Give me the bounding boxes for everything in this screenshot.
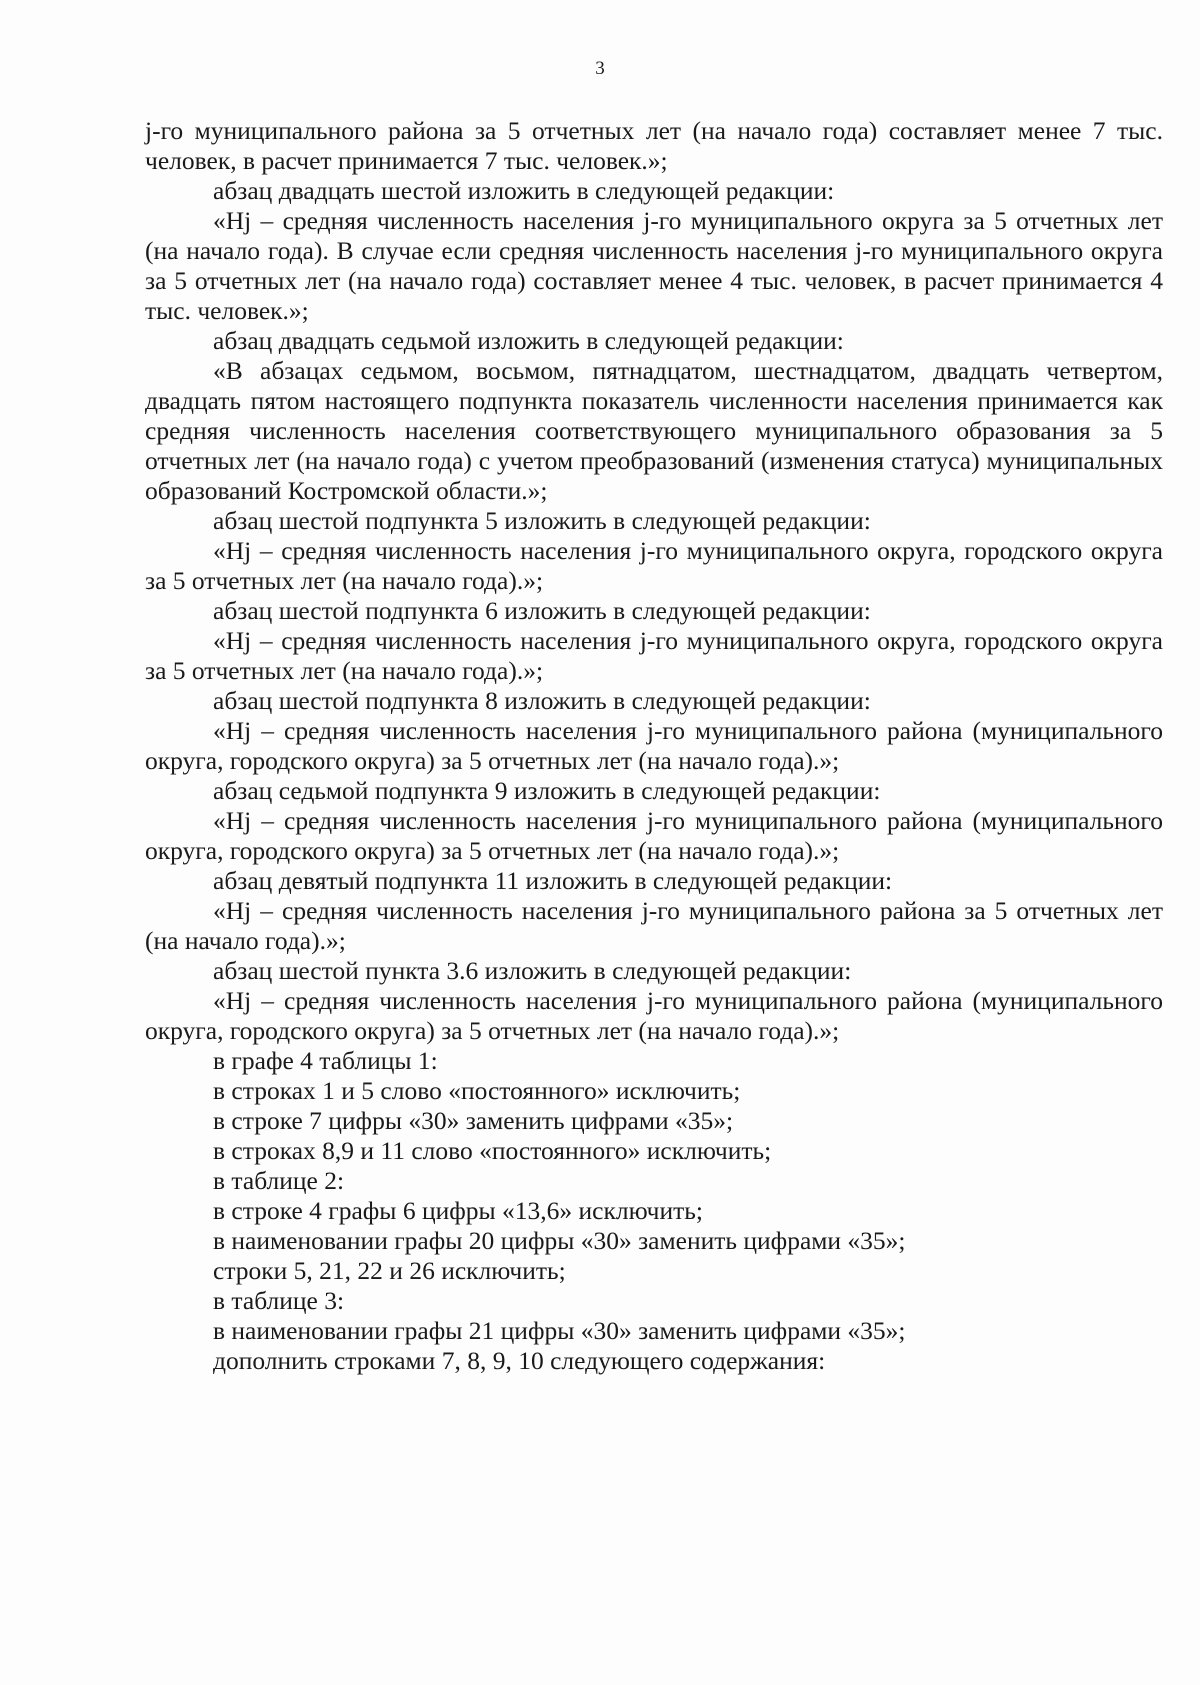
paragraph: «Hj – средняя численность населения j-го муниципального района (муниципального округа, городского округа) за 5 отчетных лет (на начало года).»; bbox=[145, 806, 1163, 865]
paragraph: абзац шестой подпункта 5 изложить в следующей редакции: bbox=[213, 506, 871, 535]
paragraph: абзац двадцать седьмой изложить в следующей редакции: bbox=[213, 326, 844, 355]
paragraph: j-го муниципального района за 5 отчетных лет (на начало года) составляет менее 7 тыс. человек, в расчет принимается 7 тыс. человек.»; bbox=[145, 116, 1163, 175]
paragraph: «Hj – средняя численность населения j-го муниципального района за 5 отчетных лет (на начало года).»; bbox=[145, 896, 1163, 955]
paragraph: дополнить строками 7, 8, 9, 10 следующего содержания: bbox=[213, 1346, 826, 1375]
paragraph: абзац девятый подпункта 11 изложить в следующей редакции: bbox=[213, 866, 893, 895]
paragraph: в таблице 3: bbox=[213, 1286, 345, 1315]
paragraph: в строке 4 графы 6 цифры «13,6» исключить; bbox=[213, 1196, 704, 1225]
paragraph: в таблице 2: bbox=[213, 1166, 345, 1195]
paragraph: в строках 1 и 5 слово «постоянного» исключить; bbox=[213, 1076, 741, 1105]
paragraph: «Hj – средняя численность населения j-го муниципального округа, городского округа за 5 отчетных лет (на начало года).»; bbox=[145, 626, 1163, 685]
page-number: 3 bbox=[595, 58, 605, 79]
paragraph: «В абзацах седьмом, восьмом, пятнадцатом, шестнадцатом, двадцать четвертом, двадцать пятом настоящего подпункта показатель численности населения принимается как средняя численность населения соответствующего муниципального образования за 5 отчетных лет (на начало года) с учетом преобразований (изменения статуса) муниципальных образований Костромской области.»; bbox=[145, 356, 1163, 505]
paragraph: в наименовании графы 21 цифры «30» заменить цифрами «35»; bbox=[213, 1316, 906, 1345]
paragraph: абзац шестой подпункта 6 изложить в следующей редакции: bbox=[213, 596, 871, 625]
paragraph: в строке 7 цифры «30» заменить цифрами «35»; bbox=[213, 1106, 734, 1135]
paragraph: строки 5, 21, 22 и 26 исключить; bbox=[213, 1256, 566, 1285]
paragraph: в наименовании графы 20 цифры «30» заменить цифрами «35»; bbox=[213, 1226, 906, 1255]
paragraph: «Hj – средняя численность населения j-го муниципального округа за 5 отчетных лет (на начало года). В случае если средняя численность населения j-го муниципального округа за 5 отчетных лет (на начало года) составляет менее 4 тыс. человек, в расчет принимается 4 тыс. человек.»; bbox=[145, 206, 1163, 325]
paragraph: в графе 4 таблицы 1: bbox=[213, 1046, 438, 1075]
document-body bbox=[145, 116, 1163, 1376]
paragraph: абзац седьмой подпункта 9 изложить в следующей редакции: bbox=[213, 776, 881, 805]
paragraph: абзац шестой пункта 3.6 изложить в следующей редакции: bbox=[213, 956, 852, 985]
paragraph: абзац шестой подпункта 8 изложить в следующей редакции: bbox=[213, 686, 871, 715]
paragraph: «Hj – средняя численность населения j-го муниципального округа, городского округа за 5 отчетных лет (на начало года).»; bbox=[145, 536, 1163, 595]
paragraph: «Hj – средняя численность населения j-го муниципального района (муниципального округа, городского округа) за 5 отчетных лет (на начало года).»; bbox=[145, 716, 1163, 775]
paragraph: абзац двадцать шестой изложить в следующей редакции: bbox=[213, 176, 835, 205]
paragraph: в строках 8,9 и 11 слово «постоянного» исключить; bbox=[213, 1136, 772, 1165]
paragraph: «Hj – средняя численность населения j-го муниципального района (муниципального округа, городского округа) за 5 отчетных лет (на начало года).»; bbox=[145, 986, 1163, 1045]
